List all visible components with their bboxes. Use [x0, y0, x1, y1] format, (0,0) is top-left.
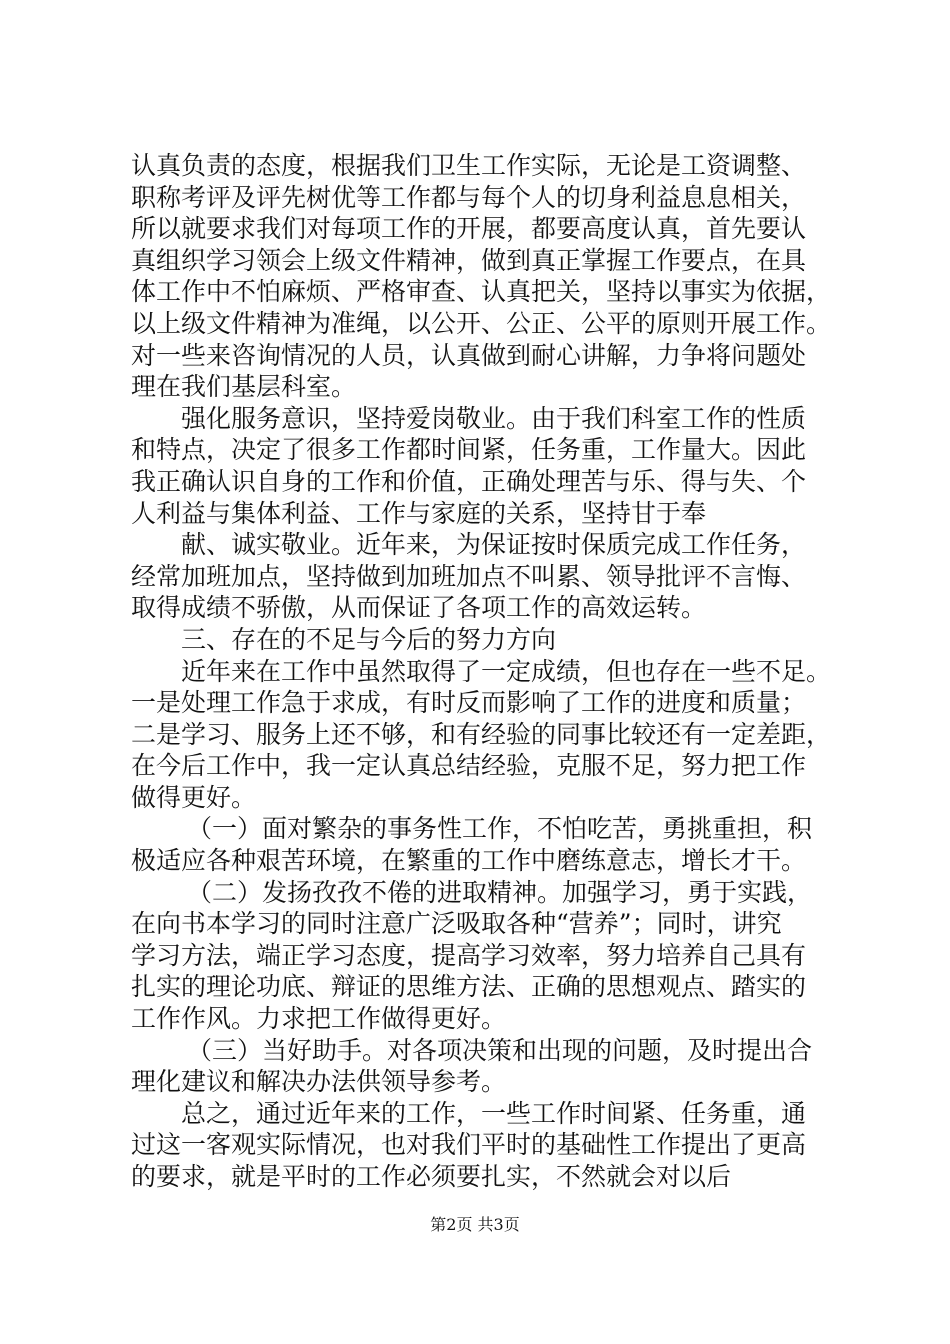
text-line: 做得更好。: [131, 782, 257, 812]
text-line: 总之，通过近年来的工作，一些工作时间紧、任务重，通: [181, 1098, 807, 1128]
text-line: 扎实的理论功底、辩证的思维方法、正确的思想观点、踏实的: [131, 972, 807, 1002]
text-line: （二）发扬孜孜不倦的进取精神。加强学习，勇于实践，: [187, 877, 813, 907]
text-line: 职称考评及评先树优等工作都与每个人的切身利益息息相关，: [131, 182, 807, 212]
text-line: 对一些来咨询情况的人员，认真做到耐心讲解，力争将问题处: [131, 340, 807, 370]
text-line: 在向书本学习的同时注意广泛吸取各种“营养”；同时，讲究: [131, 909, 782, 939]
text-line: 我正确认识自身的工作和价值，正确处理苦与乐、得与失、个: [131, 466, 807, 496]
text-line: 二是学习、服务上还不够，和有经验的同事比较还有一定差距，: [131, 719, 832, 749]
text-line: 认真负责的态度，根据我们卫生工作实际，无论是工资调整、: [131, 151, 807, 180]
text-line: 取得成绩不骄傲，从而保证了各项工作的高效运转。: [131, 593, 707, 623]
text-line: 理化建议和解决办法供领导参考。: [131, 1067, 507, 1097]
text-line: （三）当好助手。对各项决策和出现的问题，及时提出合: [187, 1035, 813, 1065]
text-line: 的要求，就是平时的工作必须要扎实，不然就会对以后: [131, 1162, 732, 1191]
text-line: 三、存在的不足与今后的努力方向: [181, 624, 557, 654]
text-line: 一是处理工作急于求成，有时反而影响了工作的进度和质量；: [131, 688, 807, 718]
text-line: 体工作中不怕麻烦、严格审查、认真把关，坚持以事实为依据，: [131, 277, 832, 307]
text-line: 极适应各种艰苦环境，在繁重的工作中磨练意志，增长才干。: [131, 846, 807, 876]
text-line: 经常加班加点，坚持做到加班加点不叫累、领导批评不言悔、: [131, 561, 807, 591]
text-line: 以上级文件精神为准绳，以公开、公正、公平的原则开展工作。: [131, 308, 832, 338]
text-line: 过这一客观实际情况，也对我们平时的基础性工作提出了更高: [131, 1130, 807, 1160]
text-line: 学习方法，端正学习态度，提高学习效率，努力培养自己具有: [131, 940, 807, 970]
text-line: 在今后工作中，我一定认真总结经验，克服不足，努力把工作: [131, 751, 807, 781]
document-body: [131, 150, 843, 1193]
text-line: 和特点，决定了很多工作都时间紧，任务重，工作量大。因此: [131, 435, 807, 465]
text-line: 人利益与集体利益、工作与家庭的关系，坚持甘于奉: [131, 498, 707, 528]
text-line: 献、诚实敬业。近年来，为保证按时保质完成工作任务，: [181, 530, 807, 560]
text-line: （一）面对繁杂的事务性工作，不怕吃苦，勇挑重担，积: [187, 814, 813, 844]
text-line: 所以就要求我们对每项工作的开展，都要高度认真，首先要认: [131, 214, 807, 244]
text-line: 近年来在工作中虽然取得了一定成绩，但也存在一些不足。: [181, 656, 832, 686]
text-line: 工作作风。力求把工作做得更好。: [131, 1004, 507, 1034]
text-line: 真组织学习领会上级文件精神，做到真正掌握工作要点，在具: [131, 245, 807, 275]
text-line: 理在我们基层科室。: [131, 372, 357, 402]
page-footer: [0, 1215, 950, 1235]
page-number-label: 第2页 共3页: [430, 1215, 520, 1234]
text-line: 强化服务意识，坚持爱岗敬业。由于我们科室工作的性质: [181, 403, 807, 433]
